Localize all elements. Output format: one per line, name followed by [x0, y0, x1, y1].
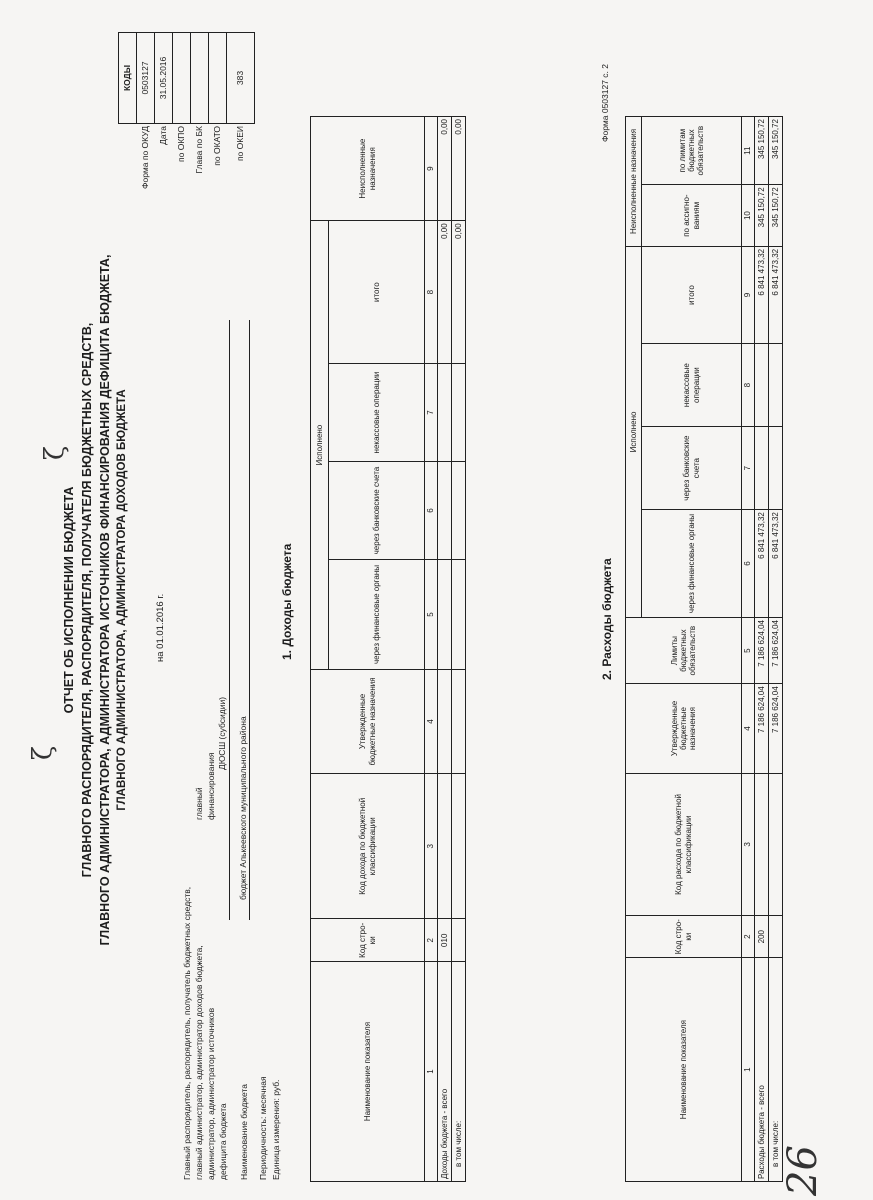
expense-row-approved: 7 186 624,04 — [755, 684, 769, 773]
periodicity: Периодичность: месячная — [258, 1076, 268, 1180]
expense-row-by-limits: 345 150,72 — [755, 117, 769, 185]
codes-table — [118, 32, 255, 218]
income-h-code: Код стро-ки — [311, 919, 425, 962]
expense-h-executed: Исполнено — [626, 246, 642, 617]
report-title: ОТЧЕТ ОБ ИСПОЛНЕНИИ БЮДЖЕТА — [62, 486, 76, 714]
income-row-unexec: 0,00 — [452, 117, 466, 221]
codes-title: КОДЫ — [119, 33, 137, 124]
info-line-1: Главный распорядитель, распорядитель, получатель бюджетных средств, — [182, 886, 192, 1180]
income-colnum: 2 — [425, 919, 438, 962]
codes-value-bk — [191, 33, 209, 124]
expense-row-fin: 6 841 473,32 — [769, 510, 783, 618]
expense-colnum: 11 — [742, 117, 755, 185]
expense-table — [625, 116, 783, 1182]
expense-h-bank: через банковские счета — [642, 427, 742, 510]
expense-row-limits: 7 186 624,04 — [769, 617, 783, 683]
expense-colnum: 2 — [742, 916, 755, 958]
expense-row-by-assign: 345 150,72 — [755, 185, 769, 247]
income-row-kbk — [438, 774, 452, 919]
income-h-fin: через финансовые органы — [329, 560, 425, 670]
income-h-total: итого — [329, 221, 425, 364]
codes-value-okei: 383 — [227, 33, 255, 124]
income-row-fin — [438, 560, 452, 670]
income-row-unexec: 0,00 — [438, 117, 452, 221]
expense-row-by-assign: 345 150,72 — [769, 185, 783, 247]
income-h-name: Наименование показателя — [311, 962, 425, 1182]
expense-h-fin: через финансовые органы — [642, 510, 742, 618]
income-row-noncash — [452, 364, 466, 462]
expense-row-fin: 6 841 473,32 — [755, 510, 769, 618]
codes-label-okato: по ОКАТО — [211, 126, 222, 166]
income-h-executed: Исполнено — [311, 221, 329, 670]
codes-value-okato — [209, 33, 227, 124]
income-h-unexec: Неисполненные назначения — [311, 117, 425, 221]
expense-row-bank — [769, 427, 783, 510]
income-table — [310, 116, 466, 1182]
expense-row-total: 6 841 473,32 — [769, 246, 783, 343]
expense-colnum: 3 — [742, 773, 755, 916]
expense-row-approved: 7 186 624,04 — [769, 684, 783, 773]
expense-row-code — [769, 916, 783, 958]
expense-h-by-limits: по лимитам бюджетных обязательств — [642, 117, 742, 185]
income-row-fin — [452, 560, 466, 670]
income-h-noncash: некассовые операции — [329, 364, 425, 462]
section1-title: 1. Доходы бюджета — [280, 543, 294, 660]
recipient-underline — [229, 320, 230, 920]
income-colnum: 7 — [425, 364, 438, 462]
income-colnum: 9 — [425, 117, 438, 221]
expense-row-noncash — [755, 344, 769, 427]
expense-row-by-limits: 345 150,72 — [769, 117, 783, 185]
expense-row-bank — [755, 427, 769, 510]
income-colnum: 3 — [425, 774, 438, 919]
info-line-3b: финансирования — [206, 752, 216, 820]
codes-label-date: Дата — [157, 126, 168, 145]
income-row-code: 010 — [438, 919, 452, 962]
income-row-code — [452, 919, 466, 962]
report-date: на 01.01.2016 г. — [155, 593, 166, 662]
form-reference: Форма 0503127 с. 2 — [600, 63, 610, 142]
table-row — [755, 117, 769, 1182]
codes-value-date: 31.05.2016 — [155, 33, 173, 124]
table-row — [452, 117, 466, 1182]
income-row-total: 0,00 — [452, 221, 466, 364]
report-subtitle-3: ГЛАВНОГО АДМИНИСТРАТОРА, АДМИНИСТРАТОРА ДОХОДОВ БЮДЖЕТА — [116, 389, 128, 811]
income-h-bank: через банковские счета — [329, 462, 425, 560]
expense-h-name: Наименование показателя — [626, 958, 742, 1182]
expense-h-total: итого — [642, 246, 742, 343]
income-row-bank — [438, 462, 452, 560]
recipient-name: ДЮСШ (субсидии) — [217, 696, 227, 770]
expense-h-limits: Лимиты бюджетных обязательств — [626, 617, 742, 683]
expense-row-limits: 7 186 624,04 — [755, 617, 769, 683]
handwritten-page-number: 26 — [780, 1145, 826, 1196]
codes-value-okpo — [173, 33, 191, 124]
info-line-2b: главный — [194, 787, 204, 820]
info-line-2a: главный администратор, администратор доходов бюджета, — [194, 945, 204, 1180]
expense-row-noncash — [769, 344, 783, 427]
expense-row-name: Расходы бюджета - всего — [755, 958, 769, 1182]
section2-title: 2. Расходы бюджета — [600, 558, 614, 680]
income-colnum: 5 — [425, 560, 438, 670]
income-row-approved — [438, 669, 452, 773]
budget-label: Наименование бюджета — [239, 1084, 249, 1180]
report-subtitle-2: ГЛАВНОГО АДМИНИСТРАТОРА, АДМИНИСТРАТОРА ИСТОЧНИКОВ ФИНАНСИРОВАНИЯ ДЕФИЦИТА БЮДЖЕТА, — [98, 254, 112, 946]
expense-row-kbk — [769, 773, 783, 916]
expense-colnum: 7 — [742, 427, 755, 510]
expense-colnum: 6 — [742, 510, 755, 618]
staple-mark-icon: ζ — [28, 745, 58, 760]
expense-h-by-assign: по ассигно-ваниям — [642, 185, 742, 247]
table-row — [438, 117, 452, 1182]
expense-h-kbk: Код расхода по бюджетной классификации — [626, 773, 742, 916]
income-h-kbk: Код дохода по бюджетной классификации — [311, 774, 425, 919]
codes-label-okei: по ОКЕИ — [234, 126, 245, 162]
income-row-name: в том числе: — [452, 962, 466, 1182]
income-row-bank — [452, 462, 466, 560]
income-h-approved: Утвержденные бюджетные назначения — [311, 669, 425, 773]
income-row-total: 0,00 — [438, 221, 452, 364]
codes-label-okud: Форма по ОКУД — [139, 126, 150, 189]
codes-label-bk: Глава по БК — [193, 126, 204, 174]
income-row-noncash — [438, 364, 452, 462]
budget-name: бюджет Алькеевского муниципального района — [238, 716, 248, 900]
expense-colnum: 9 — [742, 246, 755, 343]
income-colnum: 6 — [425, 462, 438, 560]
income-colnum: 1 — [425, 962, 438, 1182]
info-line-3a: администратор, администратор источников — [206, 1007, 216, 1180]
info-line-4: дефицита бюджета — [218, 1103, 228, 1180]
income-row-kbk — [452, 774, 466, 919]
expense-colnum: 4 — [742, 684, 755, 773]
expense-row-total: 6 841 473,32 — [755, 246, 769, 343]
income-colnum: 8 — [425, 221, 438, 364]
expense-h-unexec: Неисполненные назначения — [626, 117, 642, 247]
table-row — [769, 117, 783, 1182]
codes-value-okud: 0503127 — [137, 33, 155, 124]
expense-row-name: в том числе: — [769, 958, 783, 1182]
expense-colnum: 5 — [742, 617, 755, 683]
expense-row-code: 200 — [755, 916, 769, 958]
unit-of-measure: Единица измерения: руб. — [271, 1079, 281, 1180]
codes-label-okpo: по ОКПО — [175, 126, 186, 162]
expense-h-code: Код стро-ки — [626, 916, 742, 958]
income-colnum: 4 — [425, 669, 438, 773]
report-subtitle-1: ГЛАВНОГО РАСПОРЯДИТЕЛЯ, РАСПОРЯДИТЕЛЯ, ПОЛУЧАТЕЛЯ БЮДЖЕТНЫХ СРЕДСТВ, — [80, 322, 94, 878]
income-row-name: Доходы бюджета - всего — [438, 962, 452, 1182]
expense-colnum: 8 — [742, 344, 755, 427]
income-row-approved — [452, 669, 466, 773]
expense-h-approved: Утвержденные бюджетные назначения — [626, 684, 742, 773]
staple-mark-icon: ζ — [40, 445, 70, 460]
expense-row-kbk — [755, 773, 769, 916]
expense-h-noncash: некассовые операции — [642, 344, 742, 427]
expense-colnum: 1 — [742, 958, 755, 1182]
budget-underline — [249, 320, 250, 920]
expense-colnum: 10 — [742, 185, 755, 247]
